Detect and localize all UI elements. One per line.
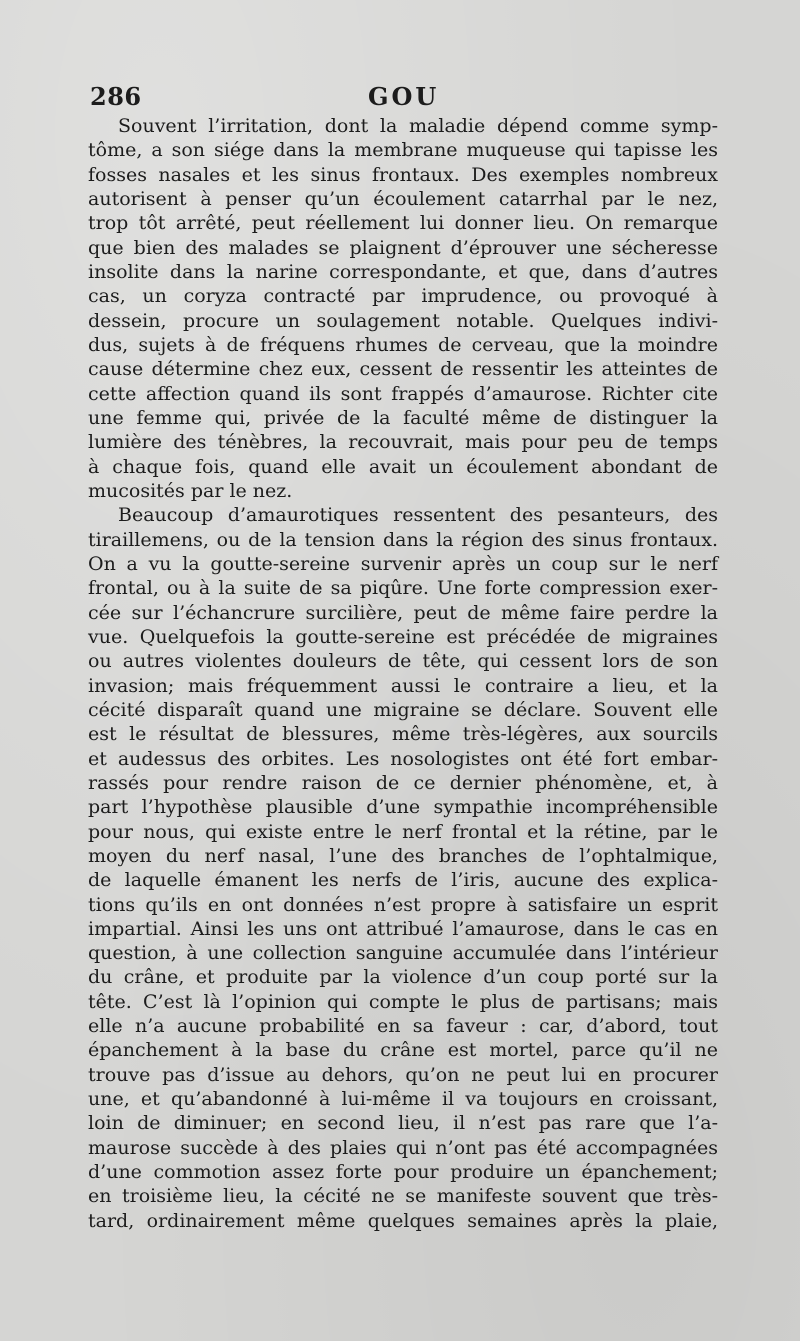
text-line: tiraillemens, ou de la tension dans la région des sinus frontaux. bbox=[88, 528, 718, 551]
text-line: tête. C’est là l’opinion qui compte le plus de partisans; mais bbox=[88, 990, 718, 1013]
page-header bbox=[90, 82, 720, 112]
body-text bbox=[88, 114, 718, 1233]
text-line: que bien des malades se plaignent d’éprouver une sécheresse bbox=[88, 236, 718, 259]
text-line: fosses nasales et les sinus frontaux. Des exemples nombreux bbox=[88, 163, 718, 186]
text-line: mucosités par le nez. bbox=[88, 479, 293, 502]
text-line: d’une commotion assez forte pour produire un épanchement; bbox=[88, 1161, 718, 1184]
text-line: Souvent l’irritation, dont la maladie dépend comme symp- bbox=[118, 115, 718, 137]
text-line: insolite dans la narine correspondante, et que, dans d’autres bbox=[88, 260, 718, 283]
text-line: tions qu’ils en ont données n’est propre à satisfaire un esprit bbox=[88, 893, 718, 916]
text-line: cause détermine chez eux, cessent de ressentir les atteintes de bbox=[88, 358, 718, 381]
running-head: GOU bbox=[368, 82, 440, 111]
text-line: une femme qui, privée de la faculté même de distinguer la bbox=[88, 406, 718, 429]
text-line: cas, un coryza contracté par imprudence, ou provoqué à bbox=[88, 285, 718, 308]
text-line: elle n’a aucune probabilité en sa faveur : car, d’abord, tout bbox=[88, 1015, 718, 1038]
text-line: pour nous, qui existe entre le nerf frontal et la rétine, par le bbox=[88, 820, 718, 843]
text-line: cécité disparaît quand une migraine se déclare. Souvent elle bbox=[88, 698, 718, 721]
text-line: à chaque fois, quand elle avait un écoulement abondant de bbox=[88, 455, 718, 478]
text-line: est le résultat de blessures, même très-légères, aux sourcils bbox=[88, 723, 718, 746]
text-line: part l’hypothèse plausible d’une sympathie incompréhensible bbox=[88, 796, 718, 819]
text-line: ou autres violentes douleurs de tête, qui cessent lors de son bbox=[88, 650, 718, 673]
text-line: rassés pour rendre raison de ce dernier phénomène, et, à bbox=[88, 771, 718, 794]
text-line: dus, sujets à de fréquens rhumes de cerveau, que la moindre bbox=[88, 333, 718, 356]
page-number: 286 bbox=[90, 82, 142, 111]
text-line: invasion; mais fréquemment aussi le contraire a lieu, et la bbox=[88, 674, 718, 697]
text-line: vue. Quelquefois la goutte-sereine est précédée de migraines bbox=[88, 625, 718, 648]
text-line: loin de diminuer; en second lieu, il n’est pas rare que l’a- bbox=[88, 1112, 718, 1135]
text-line: du crâne, et produite par la violence d’un coup porté sur la bbox=[88, 966, 718, 989]
text-line: tôme, a son siége dans la membrane muqueuse qui tapisse les bbox=[88, 139, 718, 162]
text-line: trouve pas d’issue au dehors, qu’on ne peut lui en procurer bbox=[88, 1063, 718, 1086]
text-line: cée sur l’échancrure surcilière, peut de même faire perdre la bbox=[88, 601, 718, 624]
text-line: question, à une collection sanguine accumulée dans l’intérieur bbox=[88, 942, 718, 965]
text-line: maurose succède à des plaies qui n’ont pas été accompagnées bbox=[88, 1136, 718, 1159]
text-line: On a vu la goutte-sereine survenir après un coup sur le nerf bbox=[88, 552, 718, 575]
text-line: Beaucoup d’amaurotiques ressentent des pesanteurs, des bbox=[118, 504, 718, 527]
text-line: lumière des ténèbres, la recouvrait, mais pour peu de temps bbox=[88, 431, 718, 454]
text-line: épanchement à la base du crâne est mortel, parce qu’il ne bbox=[88, 1039, 718, 1062]
text-line: cette affection quand ils sont frappés d’amaurose. Richter cite bbox=[88, 382, 718, 405]
text-line: autorisent à penser qu’un écoulement catarrhal par le nez, bbox=[88, 187, 718, 210]
text-line: dessein, procure un soulagement notable. Quelques indivi- bbox=[88, 309, 718, 332]
text-line: une, et qu’abandonné à lui-même il va toujours en croissant, bbox=[88, 1088, 718, 1111]
text-line: tard, ordinairement même quelques semaines après la plaie, bbox=[88, 1209, 718, 1232]
text-line: en troisième lieu, la cécité ne se manifeste souvent que très- bbox=[88, 1185, 718, 1208]
text-line: impartial. Ainsi les uns ont attribué l’amaurose, dans le cas en bbox=[88, 917, 718, 940]
text-line: moyen du nerf nasal, l’une des branches de l’ophtalmique, bbox=[88, 844, 718, 867]
text-line: de laquelle émanent les nerfs de l’iris, aucune des explica- bbox=[88, 869, 718, 892]
text-line: frontal, ou à la suite de sa piqûre. Une forte compression exer- bbox=[88, 577, 718, 600]
text-line: et audessus des orbites. Les nosologistes ont été fort embar- bbox=[88, 747, 718, 770]
text-line: trop tôt arrêté, peut réellement lui donner lieu. On remarque bbox=[88, 212, 718, 235]
